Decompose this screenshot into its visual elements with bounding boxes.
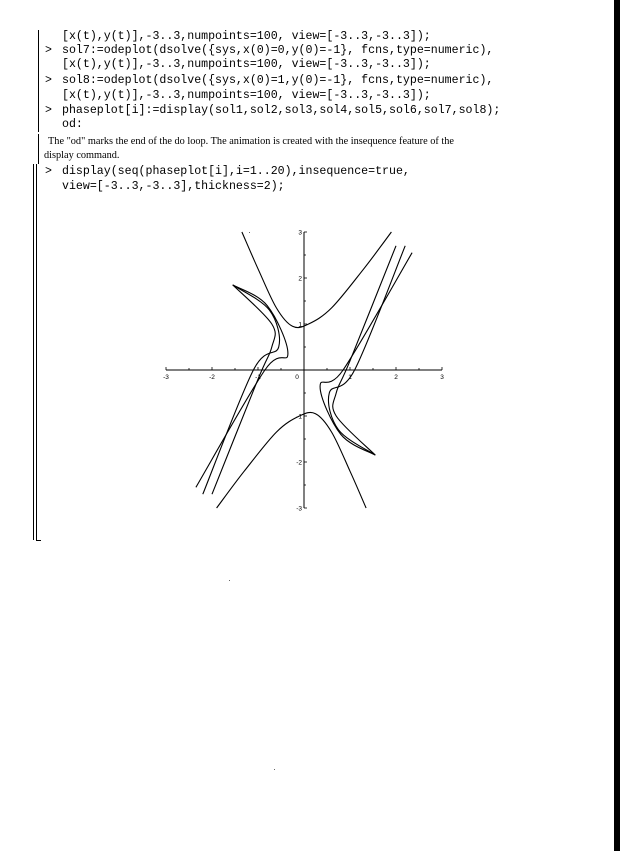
y-tick-label: 1	[298, 321, 302, 329]
scan-speck	[229, 580, 230, 581]
trajectory-left-orbit-mid	[203, 285, 280, 494]
scan-speck	[249, 232, 250, 233]
trajectory-right-orbit-mid	[328, 246, 405, 455]
code-line[interactable]: phaseplot[i]:=display(sol1,sol2,sol3,sol4,sol5,sol6,sol7,sol8);	[62, 104, 501, 117]
x-tick-label: -1	[255, 374, 261, 381]
code-line[interactable]: sol7:=odeplot(dsolve({sys,x(0)=0,y(0)=-1}, fcns,type=numeric),	[62, 44, 494, 57]
code-line[interactable]: [x(t),y(t)],-3..3,numpoints=100, view=[-3..3,-3..3]);	[62, 30, 431, 43]
trajectory-right-orbit-outer	[320, 253, 412, 455]
prompt-marker: >	[45, 74, 52, 87]
y-tick-label: -3	[296, 505, 302, 513]
x-tick-label: 0	[295, 374, 299, 381]
code-line[interactable]: sol8:=odeplot(dsolve({sys,x(0)=1,y(0)=-1}, fcns,type=numeric),	[62, 74, 494, 87]
scan-speck	[274, 769, 275, 770]
y-tick-label: 2	[298, 275, 302, 283]
y-tick-label: -1	[296, 413, 302, 421]
trajectory-right-orbit-inner	[333, 246, 396, 455]
y-tick-label: 3	[298, 229, 302, 237]
trajectory-left-orbit-inner	[212, 285, 275, 494]
trajectory-left-orbit-outer	[196, 285, 288, 487]
code-line[interactable]: display(seq(phaseplot[i],i=1..20),insequence=true,	[62, 165, 410, 178]
y-tick-label: -2	[296, 459, 302, 467]
code-line[interactable]: od:	[62, 118, 83, 131]
x-tick-label: -3	[163, 374, 169, 381]
note-text: The "od" marks the end of the do loop. The animation is created with the insequence feature of the	[48, 136, 454, 147]
prompt-marker: >	[45, 44, 52, 57]
note-text: display command.	[44, 150, 120, 161]
x-tick-label: 1	[348, 374, 352, 381]
code-line[interactable]: view=[-3..3,-3..3],thickness=2);	[62, 180, 285, 193]
code-line[interactable]: [x(t),y(t)],-3..3,numpoints=100, view=[-3..3,-3..3]);	[62, 58, 431, 71]
prompt-marker: >	[45, 165, 52, 178]
x-tick-label: 2	[394, 374, 398, 381]
x-tick-label: 3	[440, 374, 444, 381]
x-tick-label: -2	[209, 374, 215, 381]
code-line[interactable]: [x(t),y(t)],-3..3,numpoints=100, view=[-3..3,-3..3]);	[62, 89, 431, 102]
prompt-marker: >	[45, 104, 52, 117]
